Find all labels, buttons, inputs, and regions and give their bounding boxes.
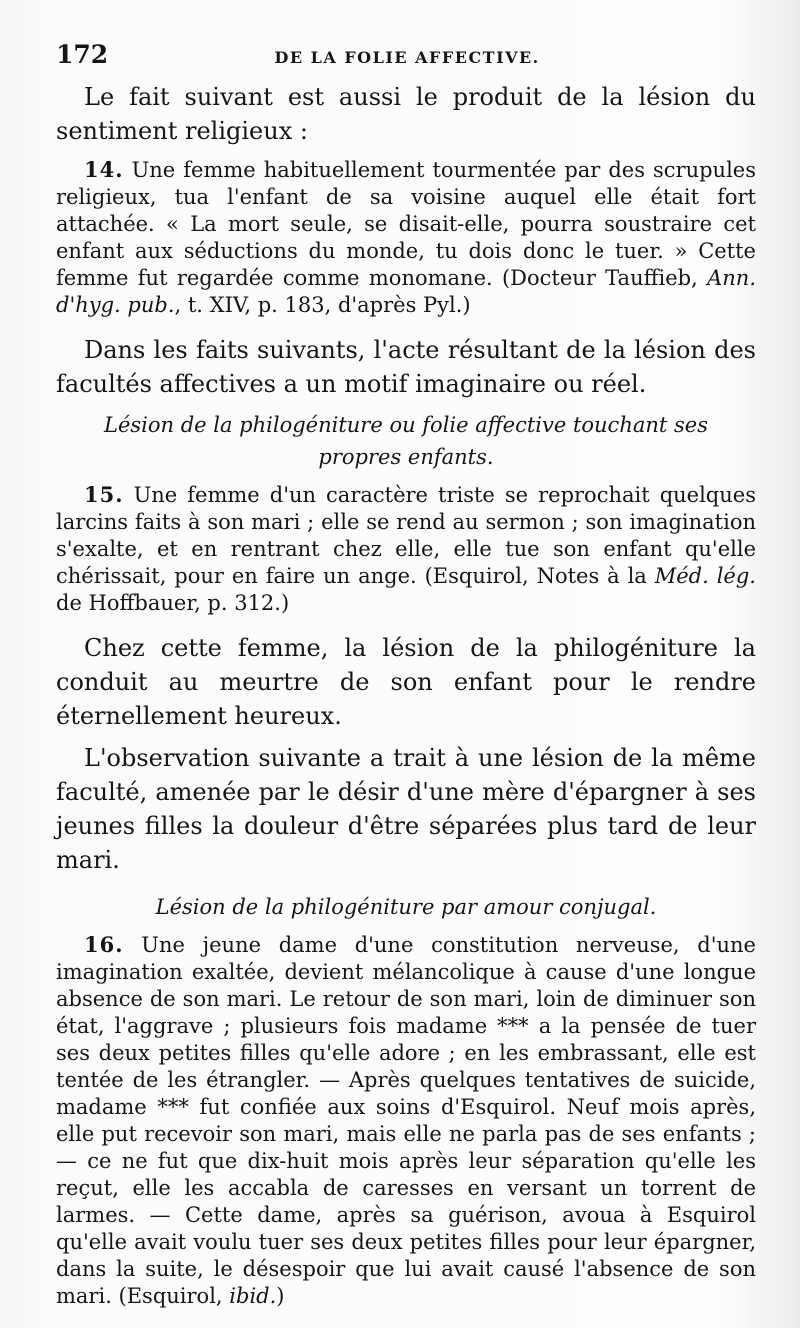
paragraph-observation: L'observation suivante a trait à une lésion de la même faculté, amenée par le désir d'une mère d'épargner à ses jeunes filles la douleur d'être séparées plus tard de leur mari. [56, 744, 756, 874]
paragraph-commentary: Chez cette femme, la lésion de la philogéniture la conduit au meurtre de son enfant pour le rendre éternellement heureux. [56, 634, 756, 730]
citation-title: Ann. d'hyg. pub. [56, 266, 756, 317]
page-number: 172 [56, 40, 109, 69]
case-16 [56, 931, 756, 1310]
section-heading-philogeniture: Lésion de la philogéniture ou folie affective touchant ses propres enfants. [104, 413, 708, 469]
case-number: 16. [84, 932, 124, 957]
section-heading-conjugal: Lésion de la philogéniture par amour conjugal. [155, 895, 657, 919]
case-14 [56, 156, 756, 319]
case-text: de Hoffbauer, p. 312.) [56, 591, 290, 615]
citation-title: ibid. [229, 1284, 277, 1308]
case-number: 14. [84, 157, 124, 182]
running-head [56, 40, 756, 80]
case-number: 15. [84, 482, 124, 507]
paragraph-motive: Dans les faits suivants, l'acte résultant de la lésion des facultés affectives a un motif imaginaire ou réel. [56, 336, 756, 398]
paragraph-intro: Le fait suivant est aussi le produit de la lésion du sentiment religieux : [56, 83, 756, 145]
citation-title: Méd. lég. [654, 564, 756, 588]
case-text: Une femme habituellement tourmentée par des scrupules religieux, tua l'enfant de sa voisine auquel elle était fort attachée. « La mort seule, se disait-elle, pourra soustraire cet enfant aux séductions du monde, tu dois donc le tuer. » Cette femme fut regardée comme monomane. (Docteur Tauffieb, [56, 158, 756, 290]
case-text: ) [276, 1284, 285, 1308]
case-text: Une jeune dame d'une constitution nerveuse, d'une imagination exaltée, devient mélancolique à cause d'une longue absence de son mari. Le retour de son mari, loin de diminuer son état, l'aggrave ; plusieurs fois madame *** a la pensée de tuer ses deux petites filles qu'elle adore ; en les embrassant, elle est tentée de les étrangler. — Après quelques tentatives de suicide, madame *** fut confiée aux soins d'Esquirol. Neuf mois après, elle put recevoir son mari, mais elle ne parla pas de ses enfants ; — ce ne fut que dix-huit mois après leur séparation qu'elle les reçut, elle les accabla de caresses en versant un torrent de larmes. — Cette dame, après sa guérison, avoua à Esquirol qu'elle avait voulu tuer ses deux petites filles pour leur épargner, dans la suite, le désespoir que lui avait causé l'absence de son mari. (Esquirol, [56, 933, 756, 1308]
case-text: Une femme d'un caractère triste se reprochait quelques larcins faits à son mari ; elle se rend au sermon ; son imagination s'exalte, et en rentrant chez elle, elle tue son enfant qu'elle chérissait, pour en faire un ange. (Esquirol, Notes à la [56, 483, 756, 588]
running-title: DE LA FOLIE AFFECTIVE. [274, 48, 540, 67]
case-15 [56, 481, 756, 617]
case-text: , t. XIV, p. 183, d'après Pyl.) [174, 293, 471, 317]
